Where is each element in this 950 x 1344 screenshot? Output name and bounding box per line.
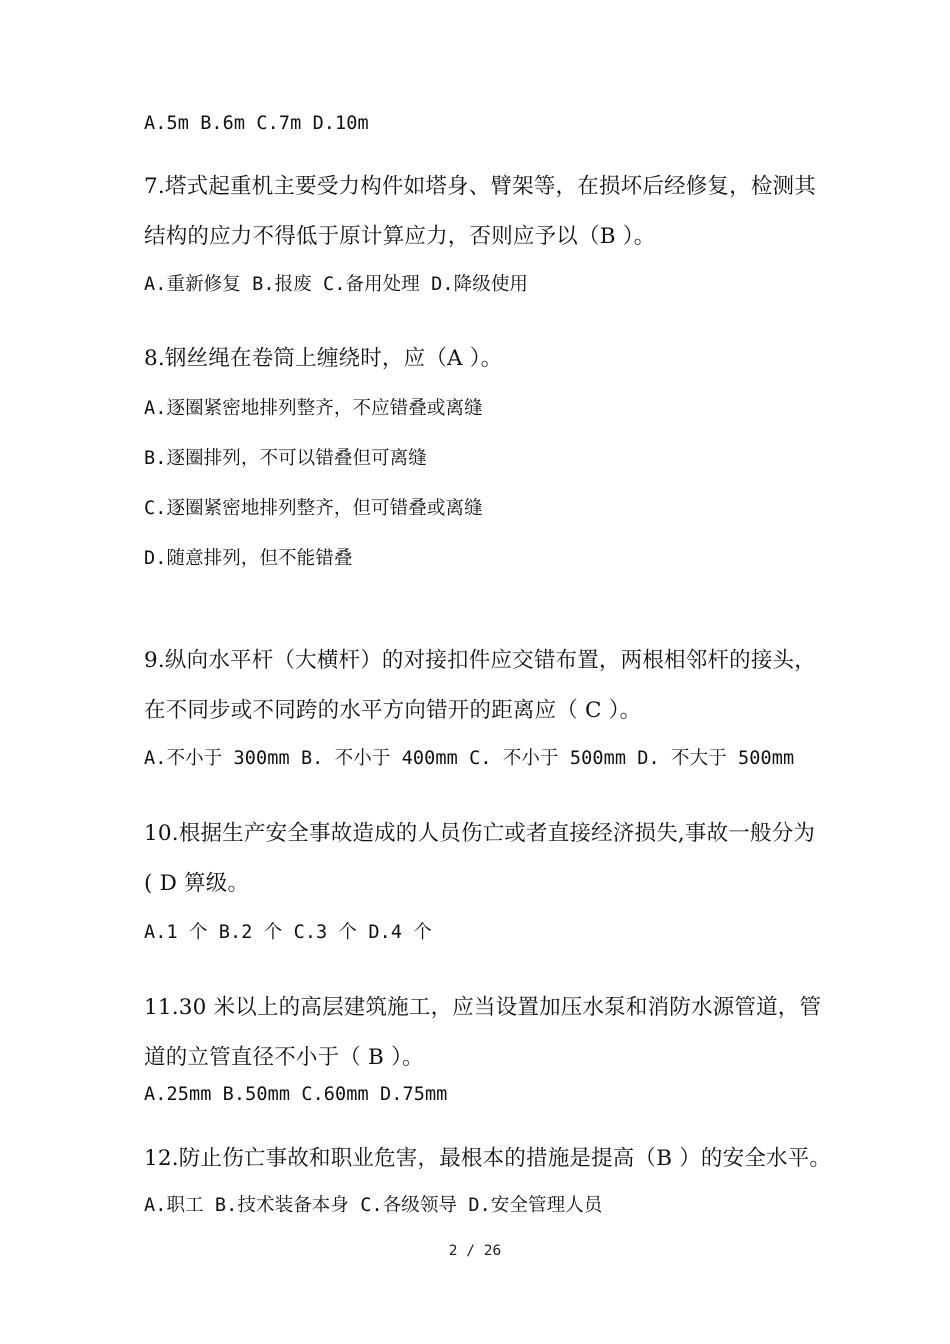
q7-options: A.重新修复 B.报废 C.备用处理 D.降级使用 [144,274,529,295]
q10-options: A.1 个 B.2 个 C.3 个 D.4 个 [144,922,432,943]
q9-text-line-1: 9.纵向水平杆（大横杆）的对接扣件应交错布置，两根相邻杆的接头， [144,648,816,673]
q11-options: A.25mm B.50mm C.60mm D.75mm [144,1084,448,1105]
page-number: 2 / 26 [448,1243,502,1259]
q11-text-line-2: 道的立管直径不小于（ B ）。 [144,1045,424,1070]
q11-text-line-1: 11.30 米以上的高层建筑施工，应当设置加压水泵和消防水源管道，管 [144,995,822,1020]
q7-text-line-1: 7.塔式起重机主要受力构件如塔身、臂架等，在损坏后经修复，检测其 [144,174,816,199]
q7-text-line-2: 结构的应力不得低于原计算应力，否则应予以（B ）。 [144,224,656,249]
q12-options: A.职工 B.技术装备本身 C.各级领导 D.安全管理人员 [144,1195,603,1216]
q10-text-line-2: ( D 箅级。 [144,871,250,896]
q8-option-b: B.逐圈排列，不可以错叠但可离缝 [144,448,427,469]
q9-options: A.不小于 300mm B. 不小于 400mm C. 不小于 500mm D. 不大于 500mm [144,748,795,769]
q8-option-a: A.逐圈紧密地排列整齐，不应错叠或离缝 [144,398,483,419]
q8-option-d: D.随意排列，但不能错叠 [144,548,353,569]
q8-option-c: C.逐圈紧密地排列整齐，但可错叠或离缝 [144,498,483,519]
q10-text-line-1: 10.根据生产安全事故造成的人员伤亡或者直接经济损失,事故一般分为 [144,821,816,846]
q12-text: 12.防止伤亡事故和职业危害，最根本的措施是提高（B ）的安全水平。 [144,1146,832,1171]
q8-text: 8.钢丝绳在卷筒上缠绕时，应（A ）。 [144,346,503,371]
q9-text-line-2: 在不同步或不同跨的水平方向错开的距离应（ C ）。 [144,698,642,723]
q6-options: A.5m B.6m C.7m D.10m [144,113,369,134]
